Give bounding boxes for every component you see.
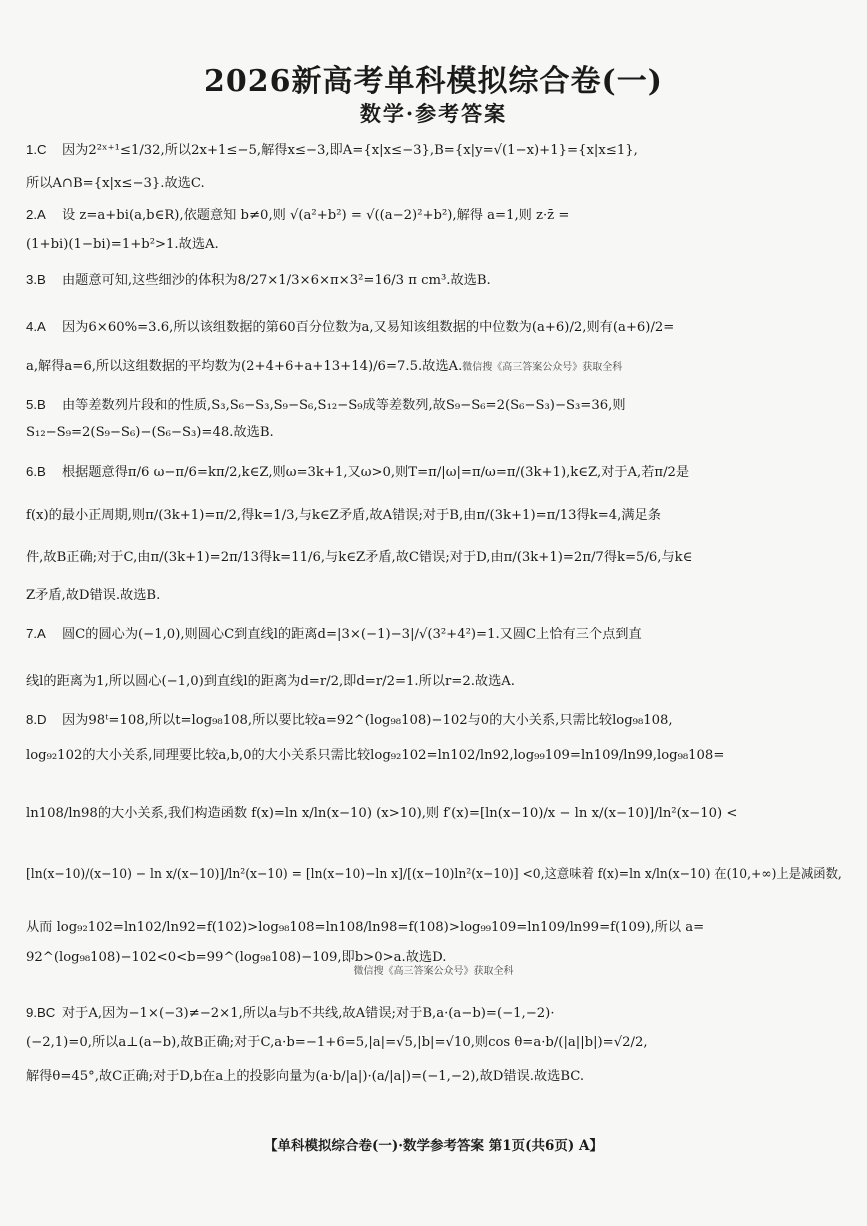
answer-text: 由题意可知,这些细沙的体积为8/27×1/3×6×π×3²=16/3 π cm³.故选B.	[62, 273, 491, 288]
answer-text: 根据题意得π/6 ω−π/6=kπ/2,k∈Z,则ω=3k+1,又ω>0,则T=π/|ω|=π/ω=π/(3k+1),k∈Z,对于A,若π/2是	[62, 465, 690, 480]
answer-text: 件,故B正确;对于C,由π/(3k+1)=2π/13得k=11/6,与k∈Z矛盾,故C错误;对于D,由π/(3k+1)=2π/7得k=5/6,与k∈	[26, 550, 693, 565]
watermark-text: 微信搜《高三答案公众号》获取全科	[462, 362, 623, 373]
answer-number: 6.B	[26, 464, 46, 479]
answer-text: 因为98ᵗ=108,所以t=log₉₈108,所以要比较a=92^(log₉₈108)−102与0的大小关系,只需比较log₉₈108,	[62, 713, 673, 728]
answer-number: 3.B	[26, 272, 46, 287]
answer-text: 圆C的圆心为(−1,0),则圆心C到直线l的距离d=|3×(−1)−3|/√(3²+4²)=1.又圆C上恰有三个点到直	[62, 627, 642, 642]
answer-text: f(x)的最小正周期,则π/(3k+1)=π/2,得k=1/3,与k∈Z矛盾,故A错误;对于B,由π/(3k+1)=π/13得k=4,满足条	[26, 508, 661, 523]
answer-number: 8.D	[26, 712, 47, 727]
answer-number: 1.C	[26, 142, 47, 157]
answer-text: log₉₂102的大小关系,同理要比较a,b,0的大小关系只需比较log₉₂102=ln102/ln92,log₉₉109=ln109/ln99,log₉₈108=	[26, 748, 725, 763]
answer-text: 线l的距离为1,所以圆心(−1,0)到直线l的距离为d=r/2,即d=r/2=1.所以r=2.故选A.	[26, 674, 515, 689]
answer-text: 因为2²ˣ⁺¹≤1/32,所以2x+1≤−5,解得x≤−3,即A={x|x≤−3},B={x|y=√(1−x)+1}={x|x≤1},	[62, 143, 638, 158]
answer-text: 由等差数列片段和的性质,S₃,S₆−S₃,S₉−S₆,S₁₂−S₉成等差数列,故S₉−S₆=2(S₆−S₃)−S₃=36,则	[62, 398, 626, 413]
answer-number: 5.B	[26, 397, 46, 412]
answer-text: a,解得a=6,所以这组数据的平均数为(2+4+6+a+13+14)/6=7.5.故选A.	[26, 359, 463, 374]
page-footer: 【单科模拟综合卷(一)·数学参考答案 第1页(共6页) A】	[264, 1138, 603, 1154]
answer-number: 7.A	[26, 626, 46, 641]
answer-text: ln108/ln98的大小关系,我们构造函数 f(x)=ln x/ln(x−10) (x>10),则 f′(x)=[ln(x−10)/x − ln x/(x−10)]/ln²(x−10) <	[26, 806, 738, 821]
answer-number: 9.BC	[26, 1005, 56, 1020]
answer-text: [ln(x−10)/(x−10) − ln x/(x−10)]/ln²(x−10) = [ln(x−10)−ln x]/[(x−10)ln²(x−10)] <0,这意味着 f(x)=ln x/ln(x−10) 在(10,+∞)上是减函数,	[26, 867, 842, 882]
answer-text: 对于A,因为−1×(−3)≠−2×1,所以a与b不共线,故A错误;对于B,a·(a−b)=(−1,−2)·	[62, 1006, 555, 1021]
answer-text: 所以A∩B={x|x≤−3}.故选C.	[26, 176, 205, 191]
answer-text: 92^(log₉₈108)−102<0<b=99^(log₉₈108)−109,即b>0>a.故选D.	[26, 950, 447, 965]
answer-text: 设 z=a+bi(a,b∈R),依题意知 b≠0,则 √(a²+b²) = √((a−2)²+b²),解得 a=1,则 z·z̄ =	[62, 208, 570, 223]
watermark-text: 微信搜《高三答案公众号》获取全科	[353, 966, 514, 977]
page-subtitle: 数学·参考答案	[359, 101, 508, 126]
answer-text: (−2,1)=0,所以a⊥(a−b),故B正确;对于C,a·b=−1+6=5,|a|=√5,|b|=√10,则cos θ=a·b/(|a||b|)=√2/2,	[26, 1035, 648, 1050]
answer-text: Z矛盾,故D错误.故选B.	[26, 588, 161, 603]
answer-number: 2.A	[26, 207, 46, 222]
answer-text: 从而 log₉₂102=ln102/ln92=f(102)>log₉₈108=ln108/ln98=f(108)>log₉₉109=ln109/ln99=f(109),所以 a=	[26, 920, 705, 935]
page-title: 2026新高考单科模拟综合卷(一)	[204, 64, 663, 99]
answer-text: 因为6×60%=3.6,所以该组数据的第60百分位数为a,又易知该组数据的中位数为(a+6)/2,则有(a+6)/2=	[62, 320, 675, 335]
answer-text: (1+bi)(1−bi)=1+b²>1.故选A.	[26, 237, 219, 252]
answer-number: 4.A	[26, 319, 46, 334]
answer-text: S₁₂−S₉=2(S₉−S₆)−(S₆−S₃)=48.故选B.	[26, 425, 274, 440]
answer-text: 解得θ=45°,故C正确;对于D,b在a上的投影向量为(a·b/|a|)·(a/|a|)=(−1,−2),故D错误.故选BC.	[26, 1069, 585, 1084]
